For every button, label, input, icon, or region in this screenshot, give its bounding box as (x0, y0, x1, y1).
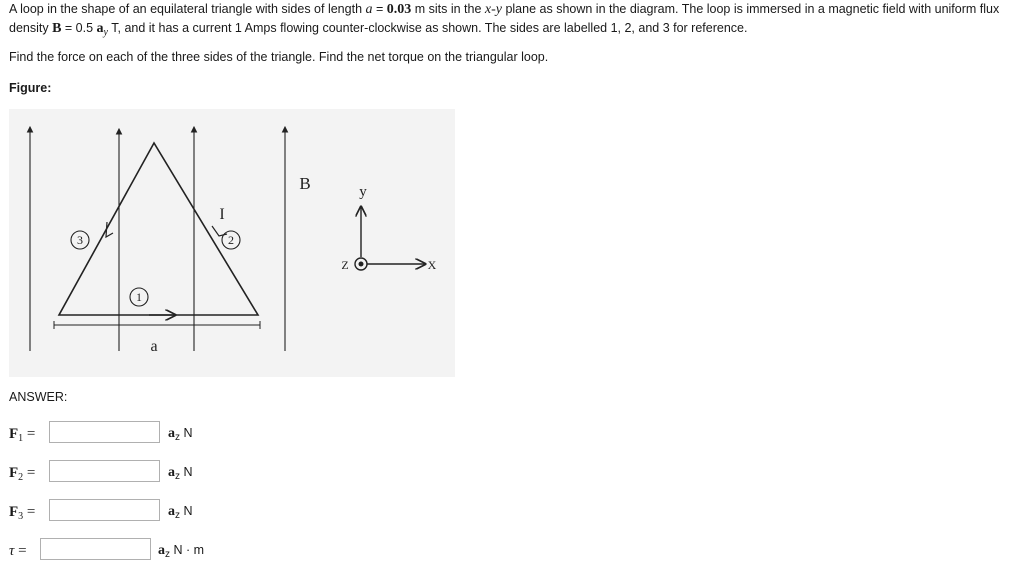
figure-label: Figure: (9, 81, 52, 95)
dimension-label: a (150, 338, 158, 355)
answer-label: ANSWER: (9, 390, 68, 404)
field-label: B (299, 174, 311, 193)
side-length-value: 0.03 (386, 2, 412, 17)
torque-label: τ = (9, 543, 27, 559)
f2-input[interactable] (49, 460, 160, 482)
f3-label: $F_3$ = (9, 504, 36, 522)
f1-label: $F_1$ = (9, 426, 36, 444)
p1-text-a: A loop in the shape of an equilateral triangle with sides of length (9, 2, 366, 16)
torque-input[interactable] (40, 538, 151, 560)
side3-label: 3 (77, 233, 83, 247)
f1-unit: $a_z$ N (168, 426, 193, 443)
axis-y-label: y (359, 184, 367, 200)
p1-text-c: plane as shown in the diagram. The loop is immersed in a magnetic field with uniform flux density (9, 2, 1000, 35)
axis-x-label: X (427, 258, 437, 272)
p1-eq: = (372, 2, 387, 16)
f3-unit: $a_z$ N (168, 504, 193, 521)
f3-input[interactable] (49, 499, 160, 521)
torque-unit: $a_z$ N · m (158, 543, 205, 560)
side1-label: 1 (136, 290, 142, 304)
side2-current-arrow (212, 226, 227, 236)
flux-B: B (52, 21, 62, 36)
triangle-loop (59, 143, 258, 315)
p1-text-b: m sits in the (411, 2, 485, 16)
f2-label: $F_2$ = (9, 465, 36, 483)
f1-input[interactable] (49, 421, 160, 443)
unit-vector-a: a (96, 21, 104, 36)
side2-label: 2 (228, 233, 234, 247)
f2-unit: $a_z$ N (168, 465, 193, 482)
axis-z-label: Z (341, 258, 349, 272)
question-text: Find the force on each of the three sides of the triangle. Find the net torque on the triangular loop. (9, 50, 549, 64)
var-a: a (365, 2, 373, 17)
figure (9, 109, 455, 377)
unit-vector-sub-y: y (103, 27, 108, 38)
p1-text-d: = 0.5 (61, 21, 97, 35)
plane-xy: x-y (484, 2, 502, 17)
problem-statement (9, 0, 1019, 42)
p1-text-e: T, and it has a current 1 Amps flowing counter-clockwise as shown. The sides are labelled 1, 2, and 3 for reference. (108, 21, 748, 35)
current-label: I (219, 206, 225, 223)
figure-diagram (9, 109, 455, 377)
